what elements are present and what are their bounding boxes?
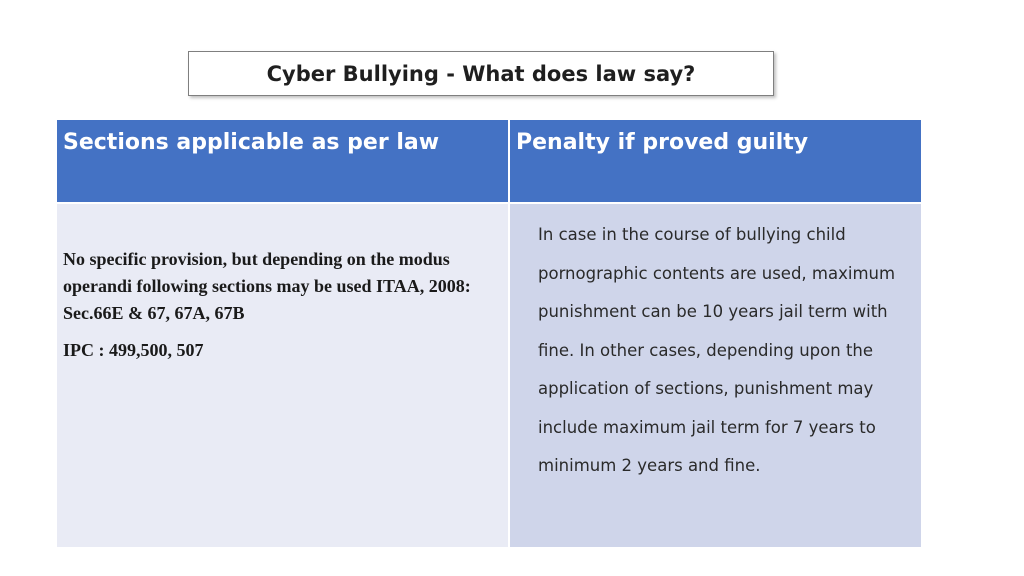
penalty-line: application of sections, punishment may: [538, 379, 874, 398]
sections-cell: [57, 204, 508, 547]
slide-title: Cyber Bullying - What does law say?: [188, 51, 774, 96]
penalty-line: minimum 2 years and fine.: [538, 456, 761, 475]
penalty-line: In case in the course of bullying child: [538, 225, 846, 244]
penalty-line: punishment can be 10 years jail term with: [538, 302, 888, 321]
header-sections: Sections applicable as per law: [57, 120, 508, 202]
law-table: [57, 120, 921, 547]
penalty-line: pornographic contents are used, maximum: [538, 263, 896, 283]
penalty-line: fine. In other cases, depending upon the: [538, 340, 874, 360]
sections-text: No specific provision, but depending on the modus operandi following sections may be used ITAA, 2008: Sec.66E & 67, 67A, 67B: [63, 249, 471, 323]
ipc-sections: IPC : 499,500, 507: [63, 340, 204, 360]
header-penalty: Penalty if proved guilty: [510, 120, 921, 202]
penalty-line: include maximum jail term for 7 years to: [538, 417, 876, 437]
penalty-cell: [510, 204, 921, 547]
